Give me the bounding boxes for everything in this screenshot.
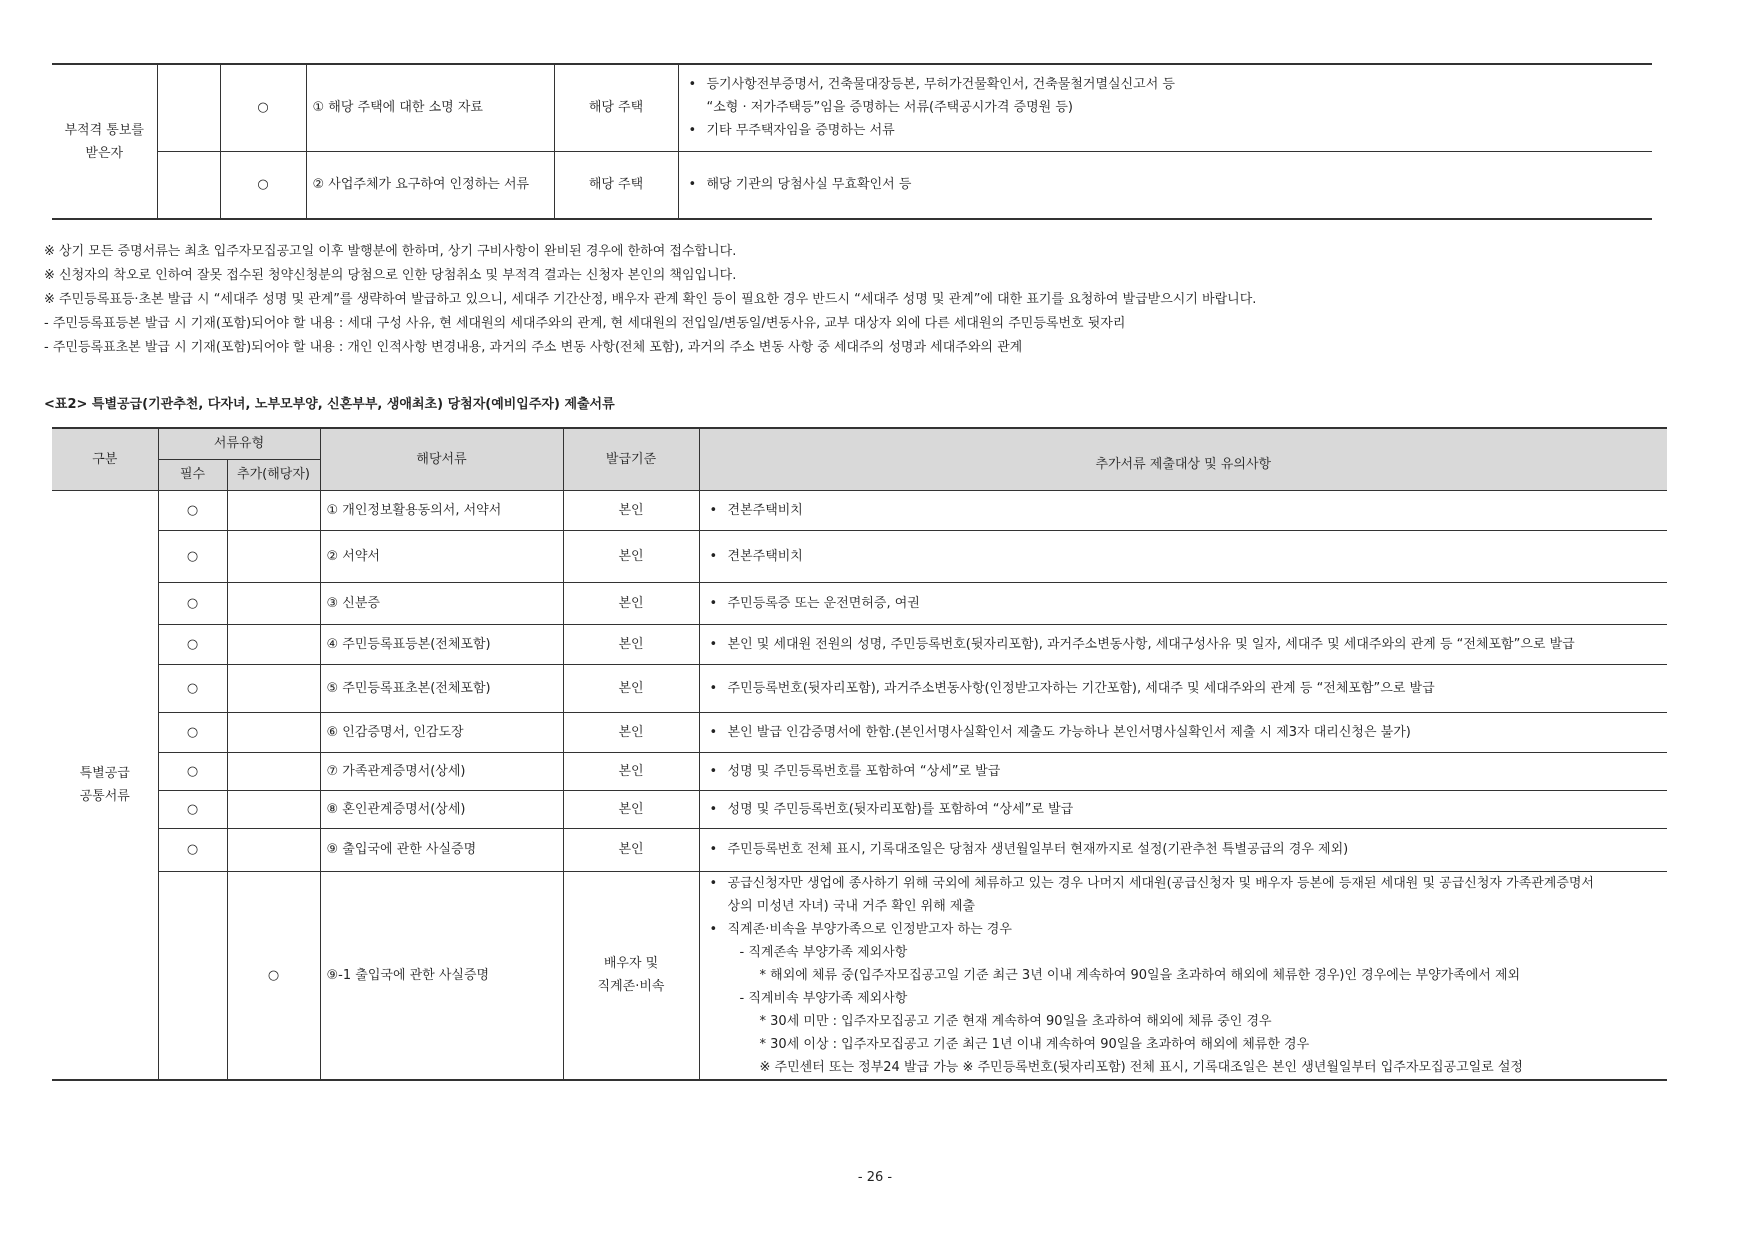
header-doc: 해당서류 — [320, 428, 563, 490]
notes-block — [44, 240, 1684, 360]
header-category: 구분 — [52, 428, 158, 490]
note-item: * 30세 미만 : 입주자모집공고 기준 현재 계속하여 90일을 초과하여 해외에 체류 중인 경우 — [759, 1013, 1272, 1029]
note-item: - 직계비속 부양가족 제외사항 — [739, 990, 908, 1006]
extra-cell — [227, 624, 320, 664]
table-row — [52, 530, 1667, 582]
notes-cell — [699, 871, 1667, 1080]
required-cell: ○ — [158, 582, 227, 624]
basis-cell: 본인 — [563, 490, 699, 530]
note-line: - 주민등록표초본 발급 시 기재(포함)되어야 할 내용 : 개인 인적사항 변경내용, 과거의 주소 변동 사항(전체 포함), 과거의 주소 변동 사항 중 세대주의 성명과 세대주와의 관계 — [44, 340, 1023, 355]
note-item: • 등기사항전부증명서, 건축물대장등본, 무허가건물확인서, 건축물철거멸실신고서 등 — [685, 73, 1647, 96]
header-basis: 발급기준 — [563, 428, 699, 490]
extra-cell — [227, 490, 320, 530]
page-number: - 26 - — [857, 1170, 893, 1185]
notes-cell — [678, 151, 1652, 219]
basis-cell: 본인 — [563, 582, 699, 624]
notes-cell — [699, 752, 1667, 790]
basis-cell: 본인 — [563, 530, 699, 582]
required-cell: ○ — [158, 752, 227, 790]
basis-cell: 본인 — [563, 712, 699, 752]
basis-cell: 본인 — [563, 752, 699, 790]
group-label: 부적격 통보를 받은자 — [52, 64, 157, 219]
note-item: • 해당 기관의 당첨사실 무효확인서 등 — [685, 173, 1647, 196]
header-doc-type: 서류유형 — [158, 428, 320, 459]
table-row — [52, 712, 1667, 752]
note-item: • 성명 및 주민등록번호(뒷자리포함)를 포함하여 “상세”로 발급 — [706, 798, 1662, 821]
note-item: - 직계존속 부양가족 제외사항 — [739, 944, 908, 960]
table-row — [52, 752, 1667, 790]
header-required: 필수 — [158, 459, 227, 490]
note-line: ※ 주민등록표등·초본 발급 시 “세대주 성명 및 관계”를 생략하여 발급하고 있으니, 세대주 기간산정, 배우자 관계 확인 등이 필요한 경우 반드시 “세대주 성명 및 관계”에 대한 표기를 요청하여 발급받으시기 바랍니다. — [44, 292, 1257, 307]
required-cell: ○ — [158, 828, 227, 871]
table-row — [52, 828, 1667, 871]
note-item: • 주민등록증 또는 운전면허증, 여권 — [706, 592, 1662, 615]
note-item: * 해외에 체류 중(입주자모집공고일 기준 최근 3년 이내 계속하여 90일을 초과하여 해외에 체류한 경우)인 경우에는 부양가족에서 제외 — [759, 967, 1521, 983]
doc-cell: ② 서약서 — [320, 530, 563, 582]
doc-cell: ③ 신분증 — [320, 582, 563, 624]
note-item: • 견본주택비치 — [706, 545, 1662, 568]
doc-cell: ⑨ 출입국에 관한 사실증명 — [320, 828, 563, 871]
notes-cell — [699, 490, 1667, 530]
table-row — [52, 871, 1667, 1080]
group-label: 특별공급 공통서류 — [52, 490, 158, 1080]
required-cell: ○ — [158, 664, 227, 712]
table-row — [52, 790, 1667, 828]
notes-cell — [699, 664, 1667, 712]
doc-cell: ⑧ 혼인관계증명서(상세) — [320, 790, 563, 828]
mark-cell: ○ — [220, 64, 306, 151]
note-item: * 30세 이상 : 입주자모집공고 기준 최근 1년 이내 계속하여 90일을 초과하여 해외에 체류한 경우 — [759, 1036, 1310, 1052]
header-extra: 추가(해당자) — [227, 459, 320, 490]
table-row — [52, 490, 1667, 530]
doc-cell: ① 개인정보활용동의서, 서약서 — [320, 490, 563, 530]
note-line: ※ 신청자의 착오로 인하여 잘못 접수된 청약신청분의 당첨으로 인한 당첨취소 및 부적격 결과는 신청자 본인의 책임입니다. — [44, 268, 737, 283]
required-cell — [158, 871, 227, 1080]
note-item: • 본인 및 세대원 전원의 성명, 주민등록번호(뒷자리포함), 과거주소변동사항, 세대구성사유 및 일자, 세대주 및 세대주와의 관계 등 “전체포함”으로 발급 — [706, 633, 1662, 656]
extra-cell — [227, 530, 320, 582]
required-cell: ○ — [158, 790, 227, 828]
note-item: • 본인 발급 인감증명서에 한함.(본인서명사실확인서 제출도 가능하나 본인서명사실확인서 제출 시 제3자 대리신청은 불가) — [706, 721, 1662, 744]
doc-cell: ⑨-1 출입국에 관한 사실증명 — [320, 871, 563, 1080]
notes-cell — [699, 712, 1667, 752]
note-line: - 주민등록표등본 발급 시 기재(포함)되어야 할 내용 : 세대 구성 사유, 현 세대원의 세대주와의 관계, 현 세대원의 전입일/변동일/변동사유, 교부 대상자 외에 다른 세대원의 주민등록번호 뒷자리 — [44, 316, 1126, 331]
extra-cell: ○ — [227, 871, 320, 1080]
extra-cell — [227, 790, 320, 828]
note-item: • 주민등록번호(뒷자리포함), 과거주소변동사항(인정받고자하는 기간포함), 세대주 및 세대주와의 관계 등 “전체포함”으로 발급 — [706, 677, 1662, 700]
basis-cell: 본인 — [563, 790, 699, 828]
extra-cell — [227, 582, 320, 624]
mark-cell: ○ — [220, 151, 306, 219]
notes-cell — [699, 530, 1667, 582]
note-item: • 기타 무주택자임을 증명하는 서류 — [685, 119, 1647, 142]
note-item: • 성명 및 주민등록번호를 포함하여 “상세”로 발급 — [706, 760, 1662, 783]
ineligible-docs-table — [52, 63, 1652, 220]
basis-cell: 본인 — [563, 624, 699, 664]
required-cell: ○ — [158, 624, 227, 664]
basis-cell: 본인 — [563, 664, 699, 712]
basis-cell: 해당 주택 — [554, 64, 678, 151]
required-cell: ○ — [158, 712, 227, 752]
doc-cell: ① 해당 주택에 대한 소명 자료 — [306, 64, 554, 151]
table-row — [52, 624, 1667, 664]
basis-cell: 배우자 및 직계존·비속 — [563, 871, 699, 1080]
header-notes: 추가서류 제출대상 및 유의사항 — [699, 428, 1667, 490]
extra-cell — [227, 752, 320, 790]
table-row — [52, 664, 1667, 712]
required-cell: ○ — [158, 530, 227, 582]
note-item: “소형 · 저가주택등”임을 증명하는 서류(주택공시가격 증명원 등) — [706, 100, 1073, 116]
basis-cell: 본인 — [563, 828, 699, 871]
table2-title: <표2> 특별공급(기관추천, 다자녀, 노부모부양, 신혼부부, 생애최초) 당첨자(예비입주자) 제출서류 — [44, 397, 615, 412]
extra-cell — [227, 712, 320, 752]
note-item: • 공급신청자만 생업에 종사하기 위해 국외에 체류하고 있는 경우 나머지 세대원(공급신청자 및 배우자 등본에 등재된 세대원 및 공급신청자 가족관계증명서 — [706, 872, 1662, 895]
notes-cell — [699, 582, 1667, 624]
note-item: 상의 미성년 자녀) 국내 거주 확인 위해 제출 — [727, 898, 975, 914]
notes-cell — [699, 624, 1667, 664]
note-item: • 주민등록번호 전체 표시, 기록대조일은 당첨자 생년월일부터 현재까지로 설정(기관추천 특별공급의 경우 제외) — [706, 838, 1662, 861]
doc-cell: ⑤ 주민등록표초본(전체포함) — [320, 664, 563, 712]
notes-cell — [678, 64, 1652, 151]
doc-cell: ⑦ 가족관계증명서(상세) — [320, 752, 563, 790]
table-row — [52, 582, 1667, 624]
doc-cell: ⑥ 인감증명서, 인감도장 — [320, 712, 563, 752]
note-item: • 직계존·비속을 부양가족으로 인정받고자 하는 경우 — [706, 918, 1662, 941]
extra-cell — [227, 664, 320, 712]
basis-cell: 해당 주택 — [554, 151, 678, 219]
doc-cell: ② 사업주체가 요구하여 인정하는 서류 — [306, 151, 554, 219]
notes-cell — [699, 828, 1667, 871]
note-item: ※ 주민센터 또는 정부24 발급 가능 ※ 주민등록번호(뒷자리포함) 전체 표시, 기록대조일은 본인 생년월일부터 입주자모집공고일로 설정 — [759, 1059, 1523, 1075]
doc-cell: ④ 주민등록표등본(전체포함) — [320, 624, 563, 664]
notes-cell — [699, 790, 1667, 828]
note-line: ※ 상기 모든 증명서류는 최초 입주자모집공고일 이후 발행분에 한하며, 상기 구비사항이 완비된 경우에 한하여 접수합니다. — [44, 244, 737, 259]
note-item: • 견본주택비치 — [706, 499, 1662, 522]
extra-cell — [227, 828, 320, 871]
required-cell: ○ — [158, 490, 227, 530]
special-supply-docs-table — [52, 427, 1667, 1081]
